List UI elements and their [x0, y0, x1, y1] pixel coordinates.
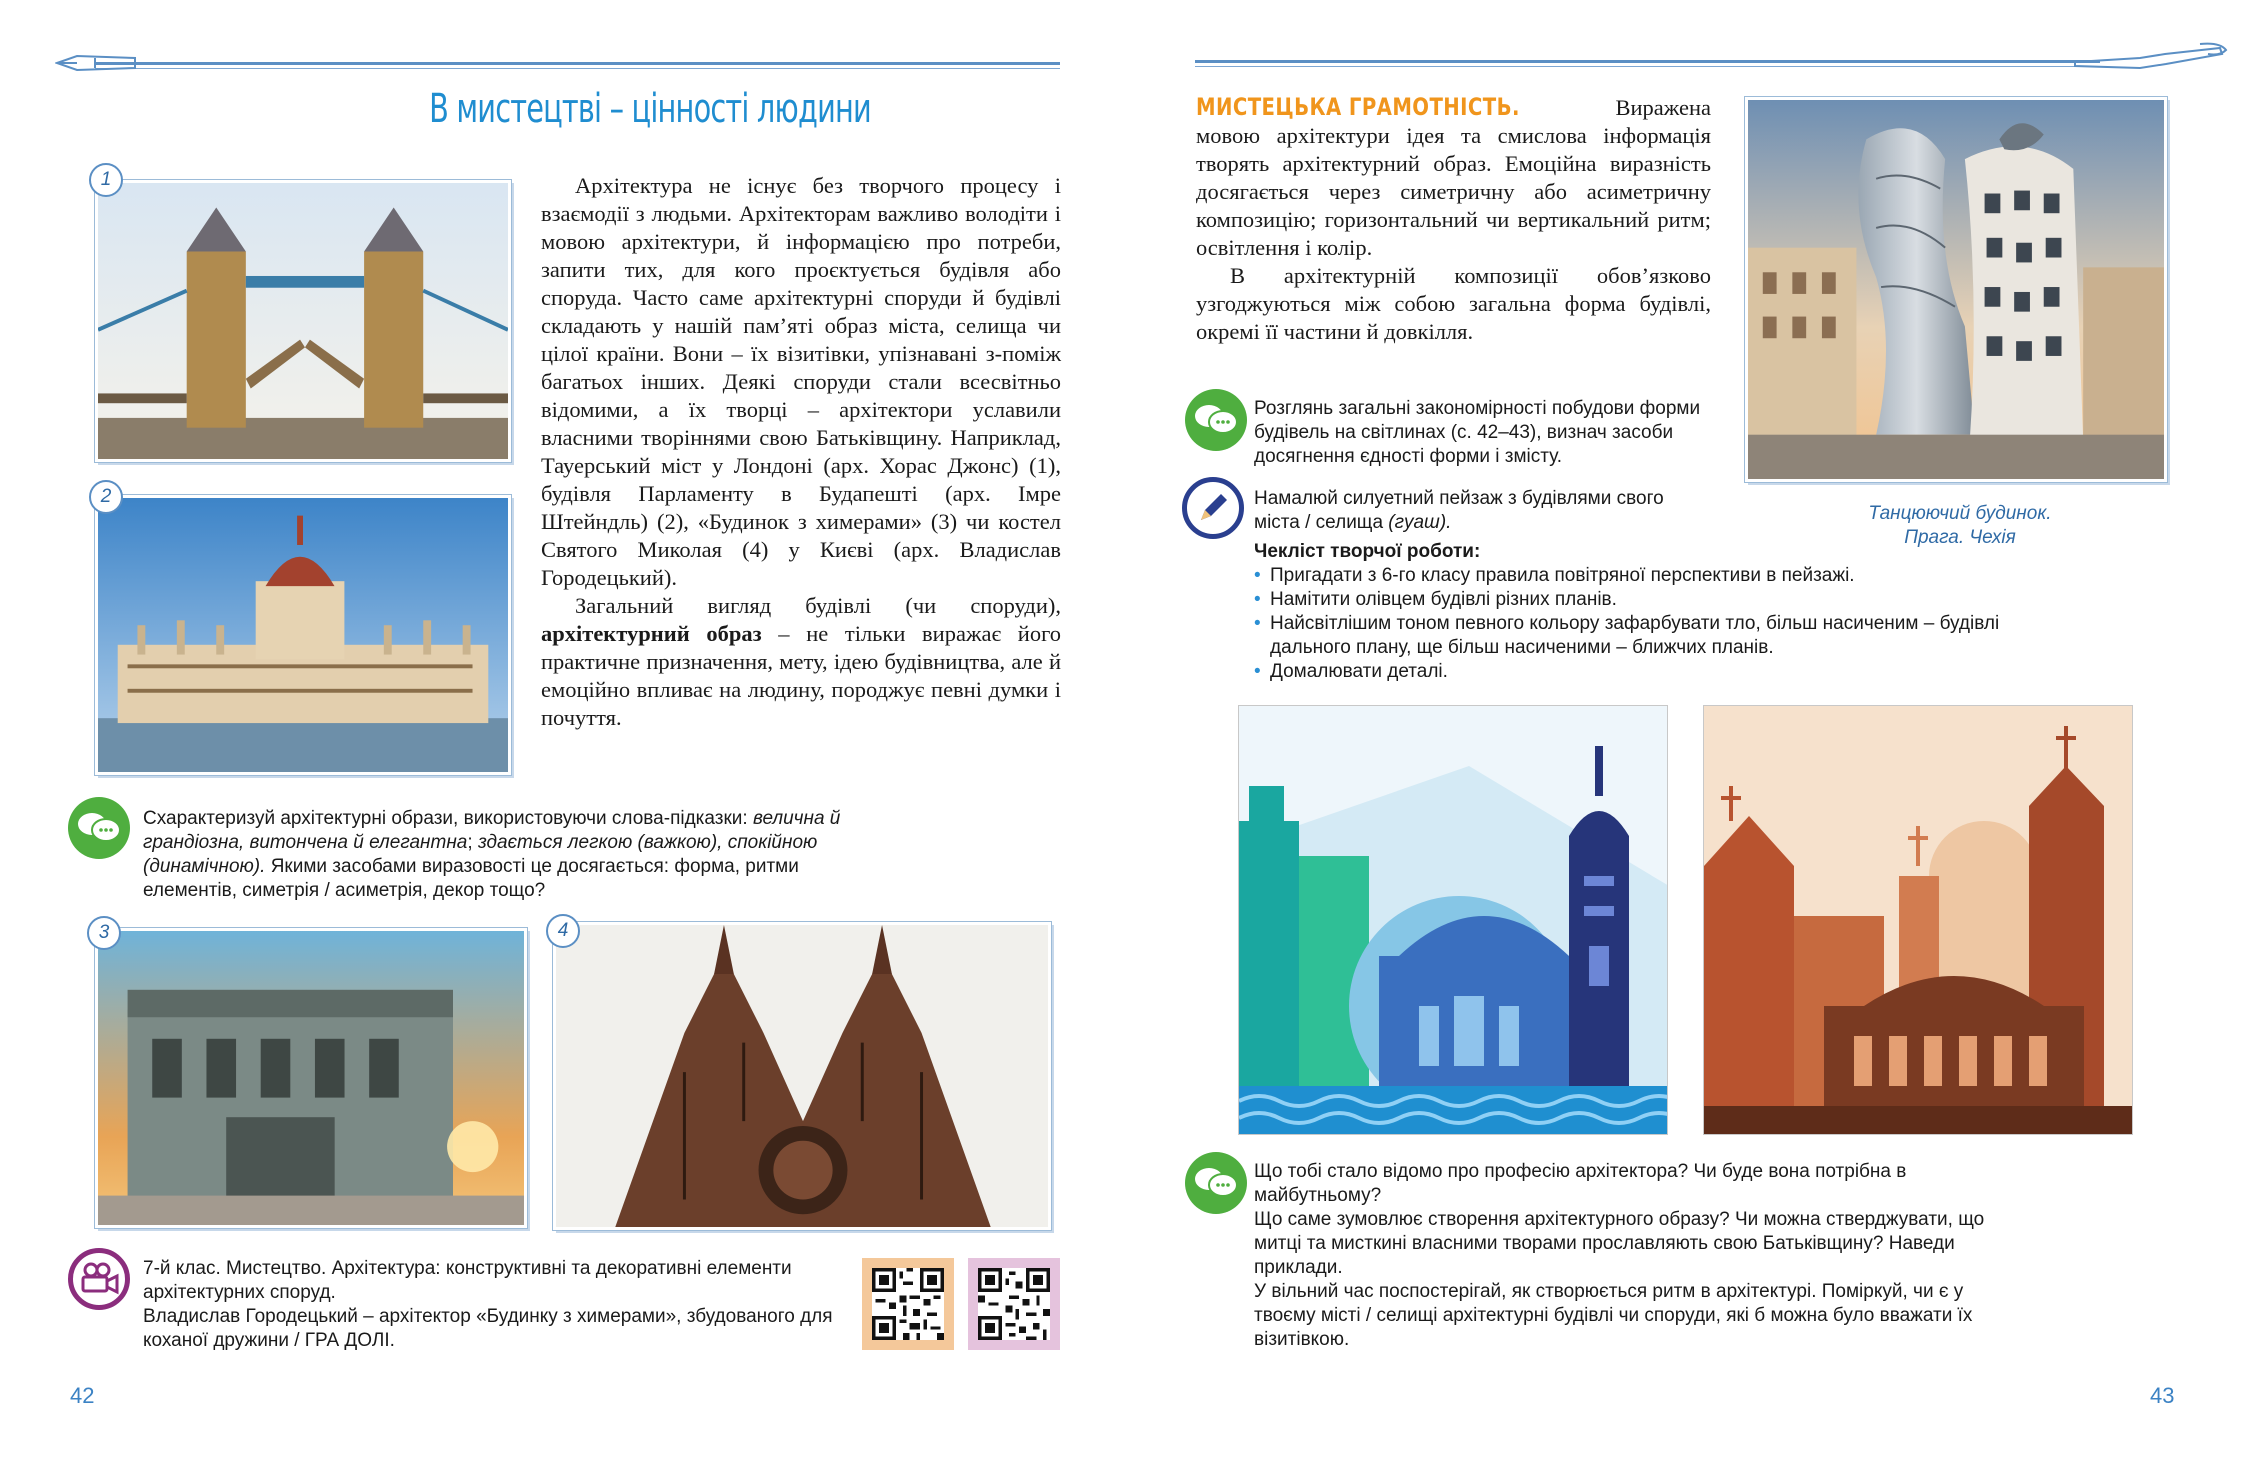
composition-paragraph: В архітектурній композиції обов’язково узгоджуються між собою загальна форма будівлі, окремі її частини й довкілля.	[1196, 263, 1711, 344]
top-rule-right	[1195, 60, 2100, 63]
video-camera-icon	[68, 1248, 130, 1310]
photo-house-with-chimeras	[95, 928, 527, 1228]
task-view-photos: Розглянь загальні закономірності побудови форми будівель на світлинах (с. 42–43), визнач засоби досягнення єдності форми і змісту.	[1254, 398, 1701, 467]
illustration-blue-city-silhouette	[1238, 705, 1668, 1135]
page-number-right: 43	[2150, 1383, 2175, 1408]
question-architect-profession: Що тобі стало відомо про професію архітектора? Чи буде вона потрібна в майбутньому?	[1254, 1161, 1907, 1206]
photo-number-badge: 2	[89, 480, 123, 514]
page-number-left: 42	[70, 1383, 95, 1408]
top-rule-right-thin	[1195, 66, 2100, 67]
photo-tower-bridge	[95, 180, 511, 462]
checklist-items	[1254, 564, 2009, 684]
top-rule-left	[95, 62, 1060, 65]
photo-number-badge: 4	[546, 914, 580, 948]
discussion-icon	[68, 797, 130, 859]
video-resources	[143, 1257, 833, 1353]
architectural-image-paragraph: Загальний вигляд будівлі (чи споруди), архітектурний образ – не тільки виражає його практичне призначення, мету, ідею будівництва, але й емоційно впливає на людину, породжує певні думки і почуття.	[541, 593, 1062, 730]
intro-text	[541, 172, 1061, 732]
checklist	[1254, 540, 2009, 684]
checklist-item: • Домалювати деталі.	[1254, 660, 2009, 684]
illustration-brown-city-silhouette	[1703, 705, 2133, 1135]
dancing-house-caption: Танцюючий будинок. Прага. Чехія	[1868, 503, 2052, 548]
photo-st-nicholas-church	[553, 922, 1051, 1230]
pen-icon-left	[55, 50, 145, 76]
discussion-icon	[1185, 389, 1247, 451]
task-characterize: Схарактеризуй архітектурні образи, використовуючи слова-підказки: велична й грандіозна, витончена й елегантна; здається легкою (важкою), спокійною (динамічною). Якими засобами виразовості це досягається: форма, ритми елементів, симетрія / асиметрія, декор тощо?	[143, 808, 841, 901]
photo-number-badge: 3	[87, 916, 121, 950]
final-questions	[1254, 1160, 1999, 1352]
photo-dancing-house	[1745, 97, 2167, 482]
video-resource-2[interactable]: Владислав Городецький – архітектор «Будинку з химерами», збудованого для коханої дружини / ГРА ДОЛІ.	[143, 1306, 833, 1351]
intro-paragraph: Архітектура не існує без творчого процесу і взаємодії з людьми. Архітекторам важливо володіти і мовою архітектури, й інформацією про потреби, запити тих, для кого проєктується будівля або споруда. Часто саме архітектурні споруди й будівлі складають у нашій пам’яті образ міста, селища чи цілої країни. Вони – їх візитівки, упізнавані з-поміж багатьох інших. Деякі споруди стали всесвітньо відомими, а їх творці – архітектори уславили власними творіннями свою Батьківщину. Наприклад, Тауерський міст у Лондоні (арх. Хорас Джонс) (1), будівля Парламенту в Будапешті (арх. Імре Штейндль) (2), «Будинок з химерами» (3) чи костел Святого Миколая (4) у Києві (арх. Владислав Городецький).	[541, 173, 1061, 590]
page-title: В мистецтві – цінності людини	[429, 86, 871, 132]
term-architectural-image: архітектурний образ	[541, 621, 762, 646]
discussion-icon	[1185, 1152, 1247, 1214]
qr-code-video-2[interactable]	[968, 1258, 1060, 1350]
checklist-item: • Пригадати з 6-го класу правила повітряної перспективи в пейзажі.	[1254, 564, 2009, 588]
question-architectural-image: Що саме зумовлює створення архітектурного образу? Чи можна стверджувати, що митці та мисткині власними творами прославляють свою Батьківщину? Наведи приклади.	[1254, 1209, 1985, 1278]
checklist-title: Чекліст творчої роботи:	[1254, 541, 1481, 562]
art-literacy-text	[1196, 93, 1711, 346]
photo-number-badge: 1	[89, 163, 123, 197]
task-draw-silhouette: Намалюй силуетний пейзаж з будівлями свого міста / селища (гуаш).	[1254, 488, 1664, 533]
question-rhythm: У вільний час поспостерігай, як створюється ритм в архітектурі. Поміркуй, чи є у твоєму місті / селищі архітектурні будівлі чи споруди, які б можна було вважати їх візитівкою.	[1254, 1281, 1973, 1350]
qr-code-video-1[interactable]	[862, 1258, 954, 1350]
art-literacy-paragraph: МИСТЕЦЬКА ГРАМОТНІСТЬ. Виражена мовою архітектури ідея та смислова інформація творять архітектурний образ. Емоційна виразність досягається через симетричну або асиметричну композицію; горизонтальний чи вертикальний ритм; освітлення і колір.	[1196, 93, 1711, 260]
photo-budapest-parliament	[95, 495, 511, 775]
brush-icon-right	[2070, 40, 2230, 80]
art-literacy-heading: МИСТЕЦЬКА ГРАМОТНІСТЬ.	[1196, 93, 1520, 121]
checklist-item: • Намітити олівцем будівлі різних планів.	[1254, 588, 2009, 612]
top-rule-left-thin	[95, 68, 1060, 69]
video-resource-1[interactable]: 7-й клас. Мистецтво. Архітектура: конструктивні та декоративні елементи архітектурних споруд.	[143, 1258, 792, 1303]
checklist-item: • Найсвітлішим тоном певного кольору зафарбувати тло, більш насиченим – будівлі дального плану, ще більш насиченими – ближчих планів.	[1254, 612, 2009, 660]
pencil-icon	[1182, 477, 1244, 539]
